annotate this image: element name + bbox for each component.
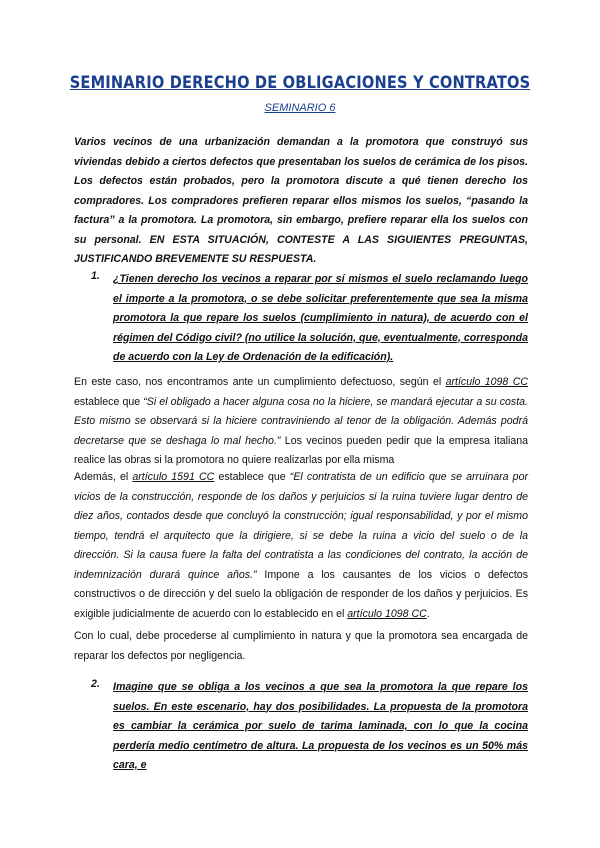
answer-1-paragraph (74, 373, 528, 471)
answer-3-text: Con lo cual, debe procederse al cumplimiento in natura y que la promotora sea encargada de reparar los defectos por negligencia. (74, 630, 528, 662)
question-1-text: ¿Tienen derecho los vecinos a reparar por sí mismos el suelo reclamando luego el importe a la promotora, o se debe solicitar preferentemente que sea la misma promotora la que repare los suelos (cumplimiento in natura), de acuerdo con el régimen del Código civil? (no utilice la solución, que, eventualmente, corresponda de acuerdo con la Ley de Ordenación de la edificación). (113, 273, 528, 363)
intro-text: Varios vecinos de una urbanización demandan a la promotora que construyó sus viviendas debido a ciertos defectos que presentaban los suelos de cerámica de los pisos. Los defectos están probados, pero la promotora discute a qué tienen derecho los compradores. Los compradores prefieren reparar ellos mismos los suelos, “pasando la factura” a la promotora. La promotora, sin embargo, prefiere reparar ella los suelos con su personal. EN ESTA SITUACIÓN, CONTESTE A LAS SIGUIENTES PREGUNTAS, JUSTIFICANDO BREVEMENTE SU RESPUESTA. (74, 136, 528, 265)
document-subtitle: SEMINARIO 6 (264, 102, 336, 114)
article-1591-link[interactable]: artículo 1591 CC (132, 471, 215, 483)
question-1 (113, 270, 528, 368)
question-2 (113, 678, 528, 776)
question-2-number: 2. (91, 678, 100, 690)
answer-2-lead: Además, el (74, 471, 133, 483)
answer-3-paragraph (74, 627, 528, 666)
answer-2-tail: Impone a los causantes de los vicios o defectos constructivos o de dirección y del suelo la obligación de responder de los daños y perjuicios. Es exigible judicialmente de acuerdo con lo establecido en el (74, 568, 528, 620)
article-1098-link[interactable]: artículo 1098 CC (445, 376, 528, 388)
answer-2-text (74, 468, 528, 624)
answer-1-tail: Los vecinos pueden pedir que la empresa italiana realice las obras si la promotora no quiere realizarlas por ella misma (74, 434, 529, 466)
answer-1-quote: “Si el obligado a hacer alguna cosa no la hiciere, se mandará ejecutar a su costa. Esto mismo se observará si la hiciere contraviniendo al tenor de la obligación. Además podrá decretarse que se deshaga lo mal hecho.” (74, 395, 528, 447)
answer-2-paragraph (74, 468, 528, 624)
question-1-number: 1. (91, 270, 100, 282)
answer-1-lead: En este caso, nos encontramos ante un cumplimiento defectuoso, según el (74, 376, 446, 388)
document-title: SEMINARIO DERECHO DE OBLIGACIONES Y CONTRATOS (69, 73, 531, 93)
answer-2-quote: “El contratista de un edificio que se arruinara por vicios de la construcción, responde de los daños y perjuicios si la ruina tuviere lugar dentro de diez años, contados desde que concluyó la construcción; igual responsabilidad, y por el mismo tiempo, tendrá el arquitecto que la dirigiere, si se debe la ruina a vicio del suelo o de la dirección. Si la causa fuere la falta del contratista a las condiciones del contrato, la acción de indemnización durará quince años.” (74, 471, 528, 581)
answer-2-end: . (426, 607, 430, 620)
answer-1-mid: establece que (74, 395, 144, 408)
article-1098-link-2[interactable]: artículo 1098 CC (347, 607, 427, 620)
answer-1-text (74, 373, 528, 471)
answer-2-mid: establece que (214, 471, 290, 483)
question-2-text: Imagine que se obliga a los vecinos a que sea la promotora la que repare los suelos. En este escenario, hay dos posibilidades. La propuesta de la promotora es cambiar la cerámica por suelo de tarima laminada, con lo que la cocina perdería medio centímetro de altura. La propuesta de los vecinos es un 50% más cara, e (113, 681, 528, 771)
intro-paragraph (74, 133, 528, 270)
